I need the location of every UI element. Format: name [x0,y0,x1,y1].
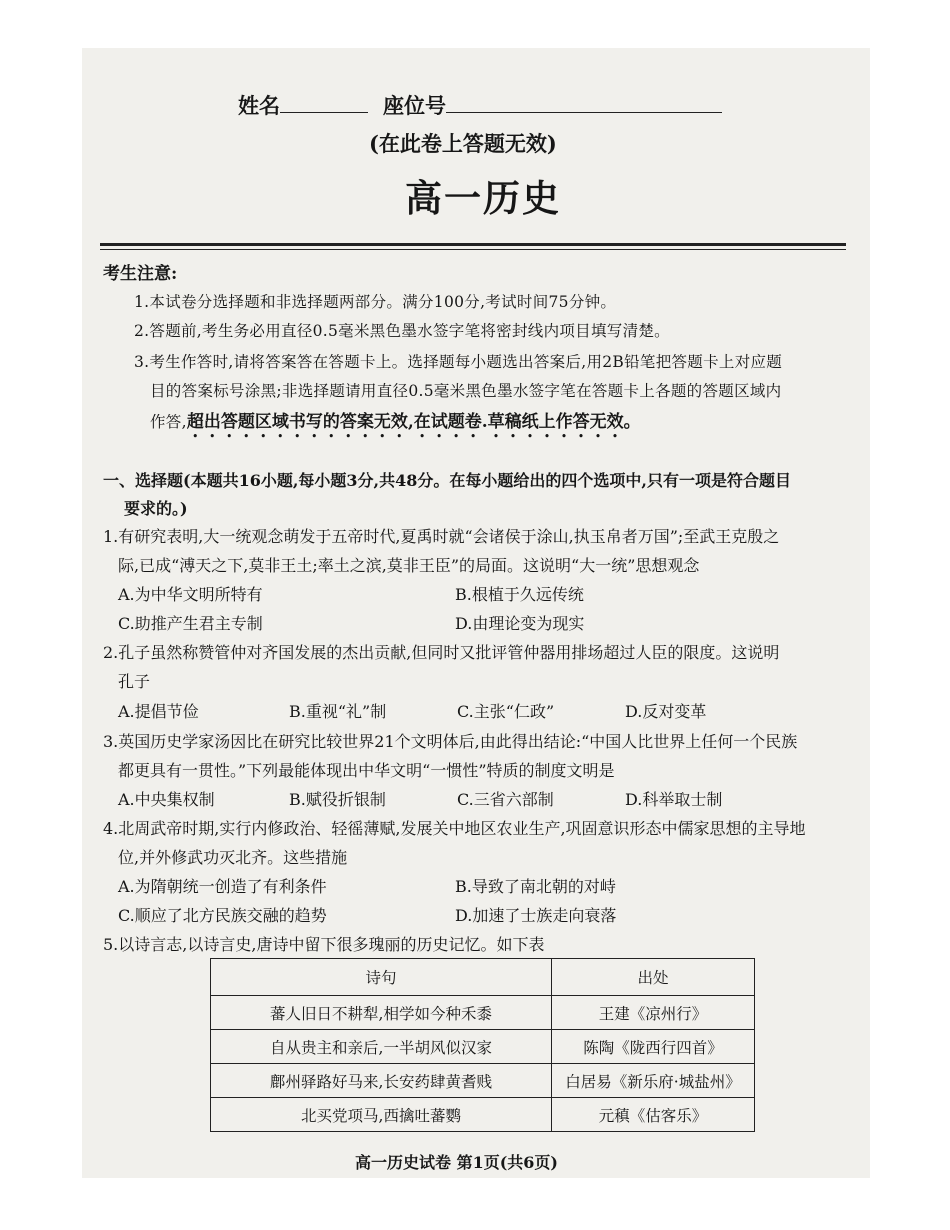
q3-option-b[interactable]: B.赋役折银制 [289,790,386,809]
q1-option-c[interactable]: C.助推产生君主专制 [118,614,263,633]
notice-last-line [150,407,641,442]
notice-item-2: 2.答题前,考生务必用直径0.5毫米黑色墨水签字笔将密封线内项目填写清楚。 [134,322,670,340]
q1-option-a[interactable]: A.为中华文明所特有 [118,585,263,604]
poem-source: 陈陶《陇西行四首》 [552,1030,755,1064]
q3-option-a[interactable]: A.中央集权制 [118,790,215,809]
q1-option-d[interactable]: D.由理论变为现实 [455,614,585,633]
q2-option-a[interactable]: A.提倡节俭 [118,702,199,721]
poem-source: 王建《凉州行》 [552,996,755,1030]
q3-stem-line1: 3.英国历史学家汤因比在研究比较世界21个文明体后,由此得出结论:“中国人比世界上任何一个民族 [103,732,798,751]
header-rule-thick [100,243,846,246]
q1-option-b[interactable]: B.根植于久远传统 [455,585,584,604]
q5-stem-line1: 5.以诗言志,以诗言史,唐诗中留下很多瑰丽的历史记忆。如下表 [103,935,545,954]
q4-stem-line2: 位,并外修武功灭北齐。这些措施 [118,848,348,867]
q4-option-d[interactable]: D.加速了士族走向衰落 [455,906,617,925]
notice-item-3: 3.考生作答时,请将答案答在答题卡上。选择题每小题选出答案后,用2B铅笔把答题卡上对应题 [134,353,783,371]
table-row [211,1064,755,1098]
q2-stem-line1: 2.孔子虽然称赞管仲对齐国发展的杰出贡献,但同时又批评管仲器用排场超过人臣的限度。这说明 [103,643,780,662]
poem-table-header-row [211,959,755,996]
q2-option-b[interactable]: B.重视“礼”制 [289,702,387,721]
poem-source: 白居易《新乐府·城盐州》 [552,1064,755,1098]
name-blank[interactable] [280,92,368,113]
name-field[interactable] [238,90,368,120]
page-title: 高一历史 [405,176,561,220]
q2-option-c[interactable]: C.主张“仁政” [457,702,555,721]
seat-field[interactable] [383,90,722,120]
poem-table-header-verse: 诗句 [211,959,552,996]
q2-stem-line2: 孔子 [118,672,151,691]
poem-verse: 北买党项马,西擒吐蕃鹦 [211,1098,552,1132]
name-label: 姓名 [238,93,280,118]
poem-verse: 自从贵主和亲后,一半胡风似汉家 [211,1030,552,1064]
q4-stem-line1: 4.北周武帝时期,实行内修政治、轻徭薄赋,发展关中地区农业生产,巩固意识形态中儒家思想的主导地 [103,819,806,838]
q3-option-c[interactable]: C.三省六部制 [457,790,554,809]
notice-emphasis: 超出答题区域书写的答案无效,在试题卷.草稿纸上作答无效。 [186,412,641,432]
q4-option-c[interactable]: C.顺应了北方民族交融的趋势 [118,906,327,925]
notice-item-1: 1.本试卷分选择题和非选择题两部分。满分100分,考试时间75分钟。 [134,293,617,311]
q1-stem-line2: 际,已成“溥天之下,莫非王土;率土之滨,莫非王臣”的局面。这说明“大一统”思想观念 [118,556,700,575]
q4-option-b[interactable]: B.导致了南北朝的对峙 [455,877,616,896]
page-footer: 高一历史试卷 第1页(共6页) [355,1153,558,1172]
table-row [211,1030,755,1064]
poem-table [210,958,755,1132]
q1-stem-line1: 1.有研究表明,大一统观念萌发于五帝时代,夏禹时就“会诸侯于涂山,执玉帛者万国”;至武王克殷之 [103,527,780,546]
invalid-notice: (在此卷上答题无效) [369,131,557,156]
notice-heading: 考生注意: [103,264,178,284]
section-heading-line2: 要求的。) [124,499,188,518]
q2-option-d[interactable]: D.反对变革 [625,702,707,721]
notice-item-3-cont: 目的答案标号涂黑;非选择题请用直径0.5毫米黑色墨水签字笔在答题卡上各题的答题区域内 [150,382,782,400]
poem-verse: 蕃人旧日不耕犁,相学如今种禾黍 [211,996,552,1030]
header-rule-thin [100,249,846,250]
q3-stem-line2: 都更具有一贯性。”下列最能体现出中华文明“一惯性”特质的制度文明是 [118,761,615,780]
table-row [211,1098,755,1132]
seat-label: 座位号 [383,93,446,118]
poem-source: 元稹《估客乐》 [552,1098,755,1132]
section-heading-line1: 一、选择题(本题共16小题,每小题3分,共48分。在每小题给出的四个选项中,只有一项是符合题目 [103,471,791,490]
table-row [211,996,755,1030]
poem-table-header-source: 出处 [552,959,755,996]
notice-last-prefix: 作答, [150,413,187,431]
q4-option-a[interactable]: A.为隋朝统一创造了有利条件 [118,877,327,896]
poem-verse: 鄜州驿路好马来,长安药肆黄耆贱 [211,1064,552,1098]
q3-option-d[interactable]: D.科举取士制 [625,790,723,809]
seat-blank[interactable] [446,92,722,113]
